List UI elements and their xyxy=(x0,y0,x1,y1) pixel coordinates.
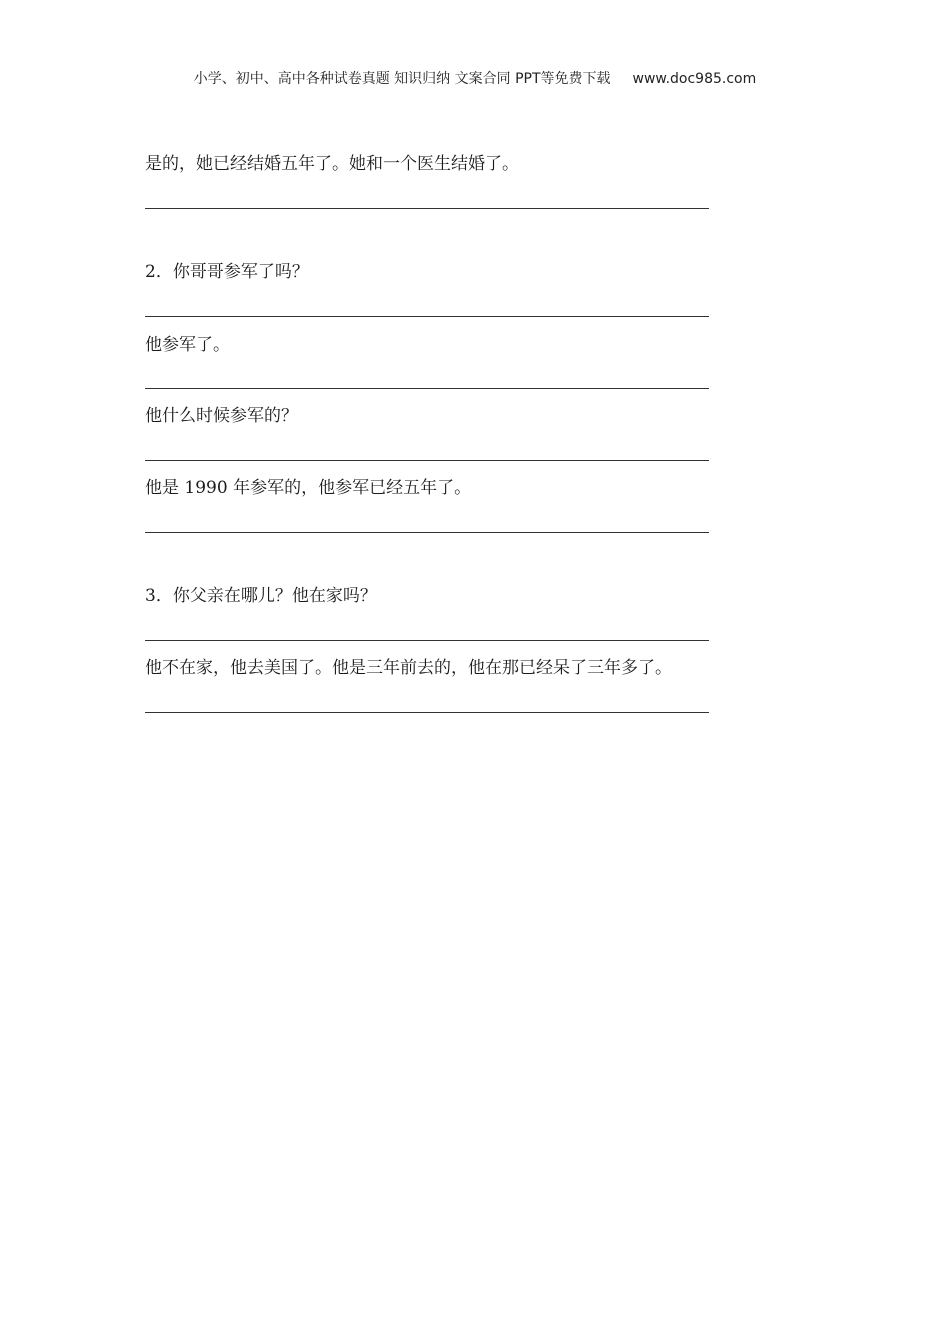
header-text: 小学、初中、高中各种试卷真题 知识归纳 文案合同 PPT等免费下载 xyxy=(193,71,611,87)
answer-rule-3 xyxy=(145,388,709,389)
answer-rule-6 xyxy=(145,640,709,641)
answer-line-2: 他参军了。 xyxy=(145,335,230,355)
answer-rule-1 xyxy=(145,208,709,209)
page-header xyxy=(0,68,950,88)
answer-line-1: 是的，她已经结婚五年了。她和一个医生结婚了。 xyxy=(145,154,519,174)
answer-rule-4 xyxy=(145,460,709,461)
answer-line-4: 他不在家，他去美国了。他是三年前去的，他在那已经呆了三年多了。 xyxy=(145,658,672,678)
question-3: 3．你父亲在哪儿？他在家吗？ xyxy=(145,586,377,606)
answer-rule-5 xyxy=(145,532,709,533)
answer-rule-2 xyxy=(145,316,709,317)
answer-rule-7 xyxy=(145,712,709,713)
answer-line-3: 他是 1990 年参军的，他参军已经五年了。 xyxy=(145,478,472,498)
header-site-link[interactable]: www.doc985.com xyxy=(632,71,757,87)
question-2: 2．你哥哥参军了吗？ xyxy=(145,262,309,282)
question-2-followup: 他什么时候参军的？ xyxy=(145,406,298,426)
